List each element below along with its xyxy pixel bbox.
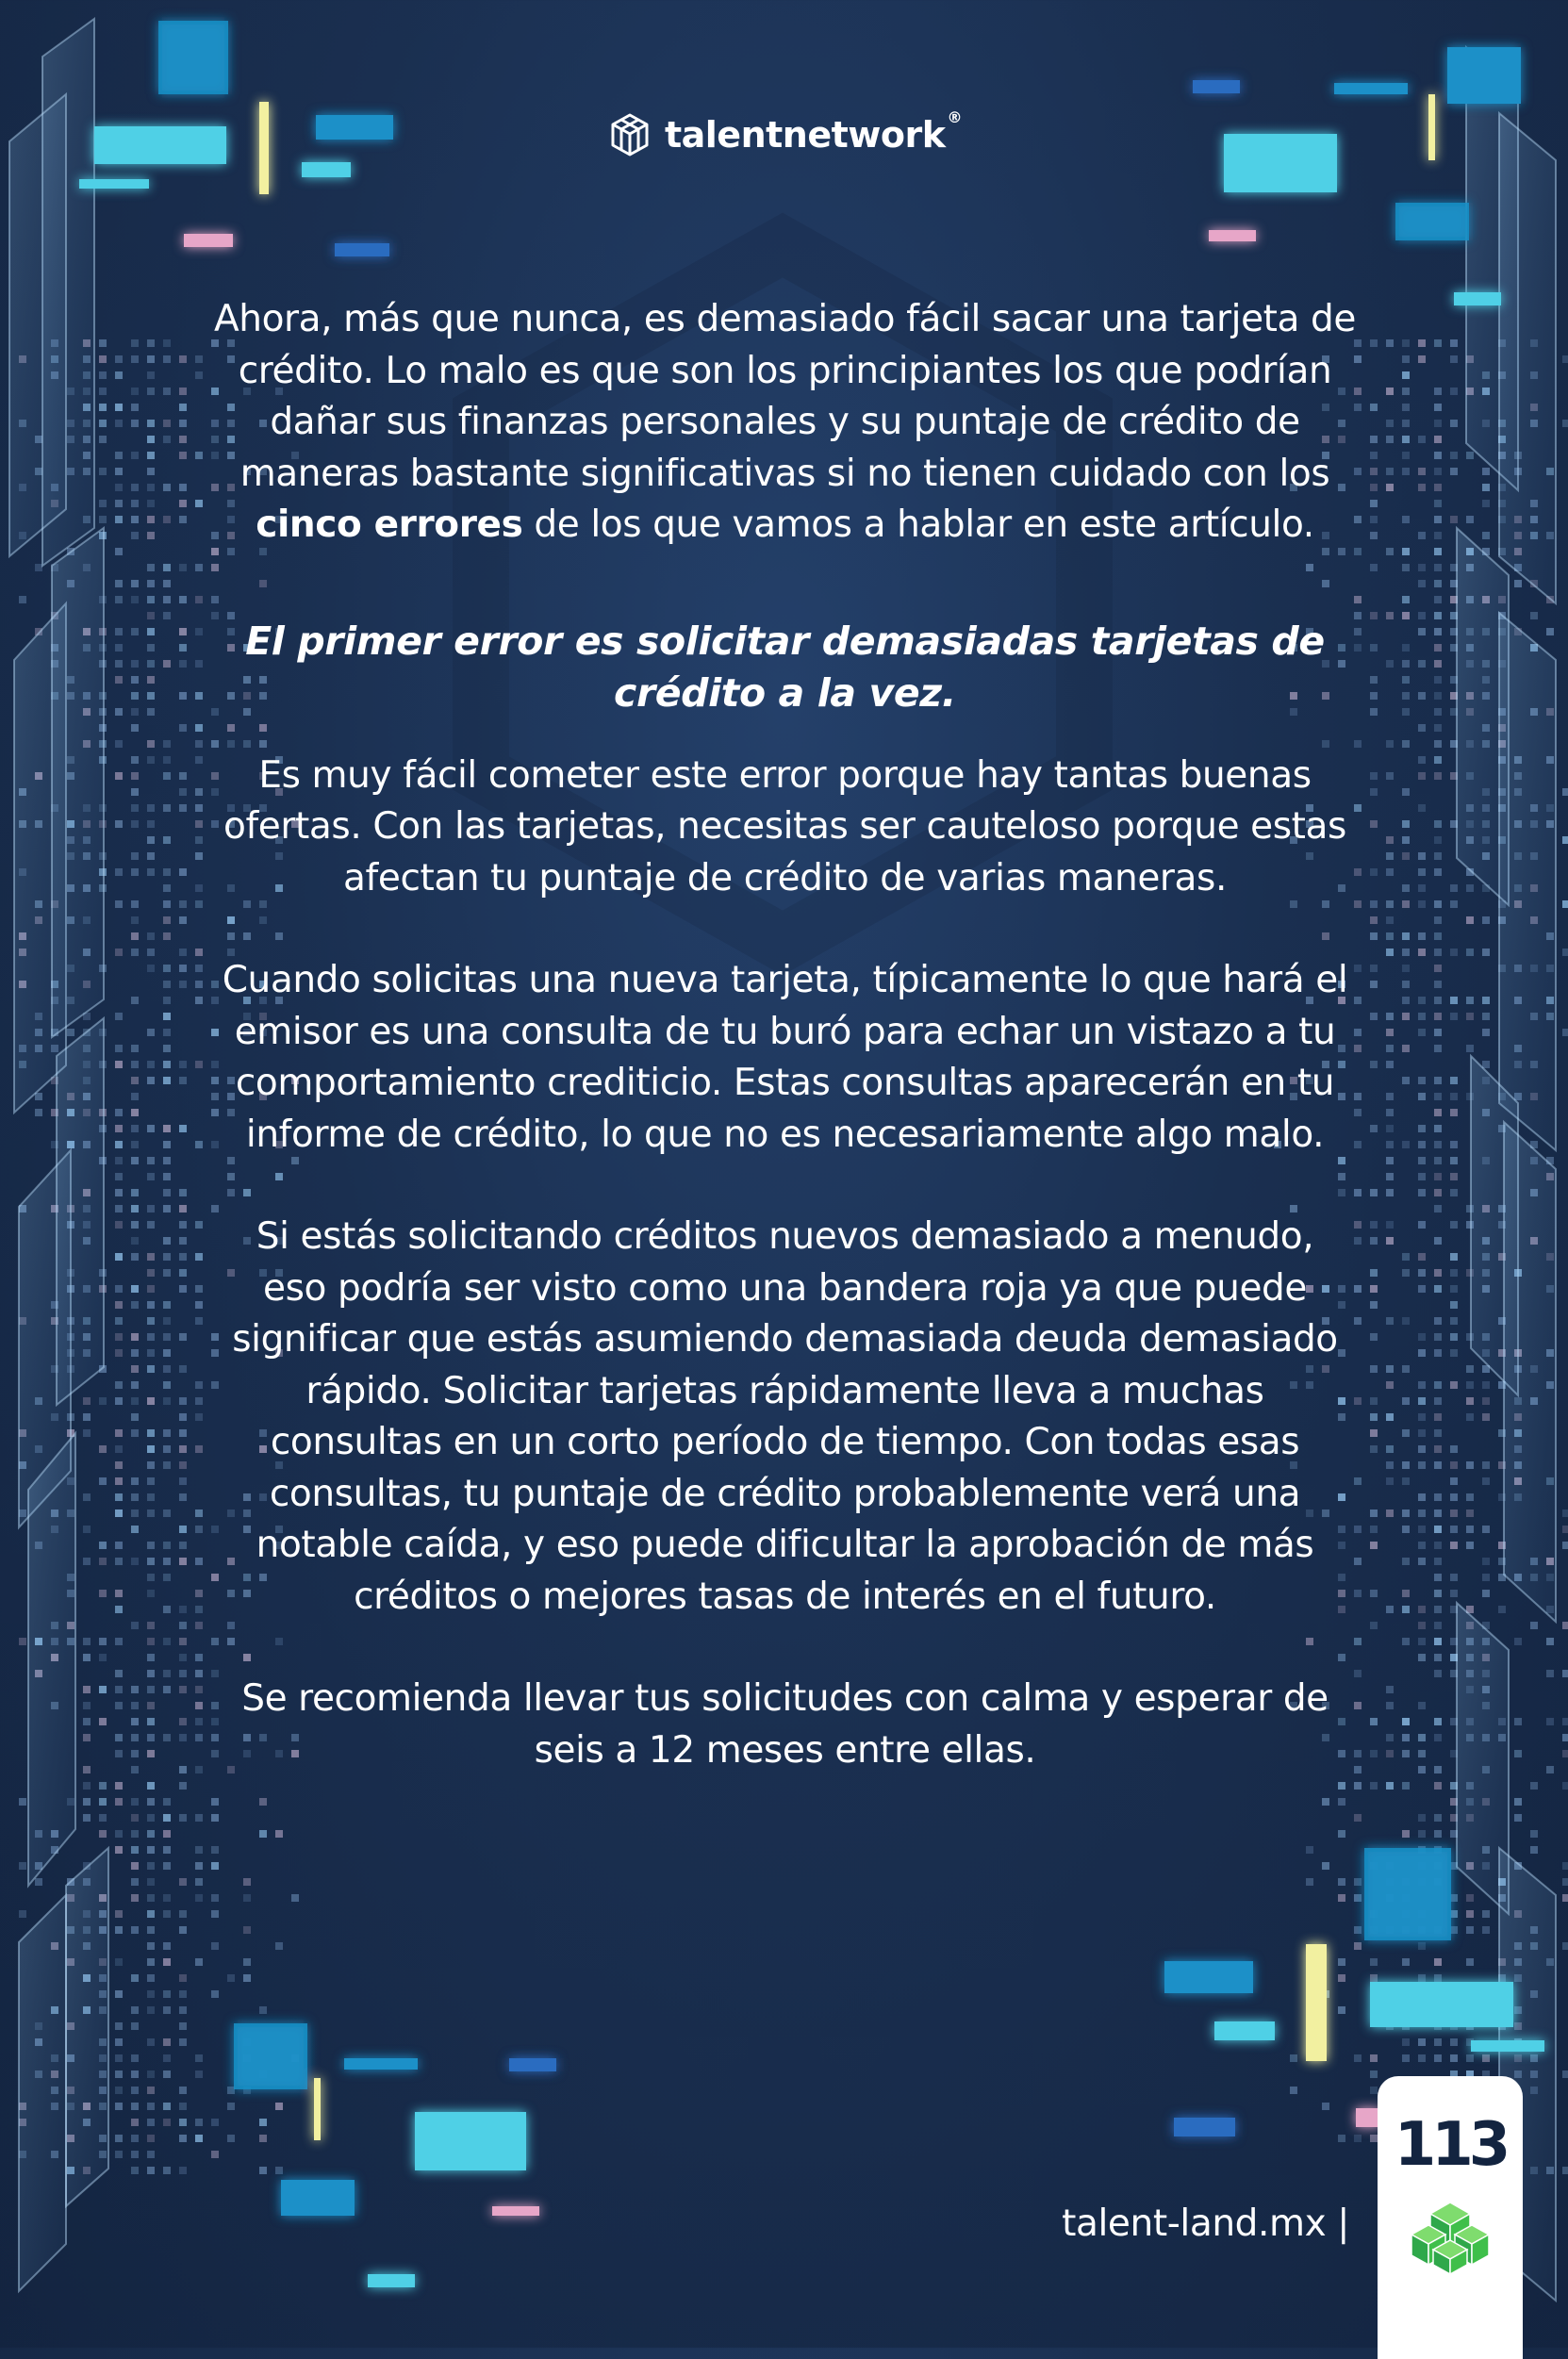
talentnetwork-hex-logo-icon: [606, 111, 653, 158]
body-paragraph: Se recomienda llevar tus solicitudes con calma y esperar de seis a 12 meses entre ellas.: [241, 1677, 1329, 1772]
body-paragraph: Si estás solicitando créditos nuevos demasiado a menudo, eso podría ser visto como una bandera roja ya que puede significar que estás asumiendo demasiada deuda demasiado rápido. Solicitar tarjetas rápidamente lleva a muchas consultas en un corto período de tiempo. Con todas esas consultas, tu puntaje de crédito probablemente verá una notable caída, y eso puede dificultar la aprobación de más créditos o mejores tasas de interés en el futuro.: [232, 1215, 1338, 1618]
trademark-symbol: ®: [947, 108, 963, 126]
green-cubes-icon: [1408, 2197, 1493, 2276]
left-glass-panels: [9, 19, 108, 2291]
page-number-tab: [1378, 2076, 1523, 2359]
body-paragraph: Es muy fácil cometer este error porque hay tantas buenas ofertas. Con las tarjetas, necesitas ser cauteloso porque estas afectan tu puntaje de crédito de varias maneras.: [223, 753, 1346, 899]
body-paragraph: Cuando solicitas una nueva tarjeta, típicamente lo que hará el emisor es una consulta de tu buró para echar un vistazo a tu comportamiento crediticio. Estas consultas aparecerán en tu informe de crédito, lo que no es necesariamente algo malo.: [222, 959, 1348, 1156]
section-heading: El primer error es solicitar demasiadas tarjetas de crédito a la vez.: [245, 618, 1325, 716]
intro-paragraph: Ahora, más que nunca, es demasiado fácil sacar una tarjeta de crédito. Lo malo es que son los principiantes los que podrían dañar sus finanzas personales y su puntaje de crédito de maneras bastante significativas si no tienen cuidado con los cinco errores de los que vamos a hablar en este artículo.: [213, 298, 1356, 546]
brand-name: talentnetwork ®: [664, 108, 963, 156]
page-number: 113: [1394, 2110, 1507, 2180]
footer-url: talent-land.mx |: [1062, 2202, 1349, 2245]
header-logo: [0, 108, 1568, 158]
article-body: [212, 294, 1358, 1776]
intro-emphasis: cinco errores: [256, 503, 523, 546]
